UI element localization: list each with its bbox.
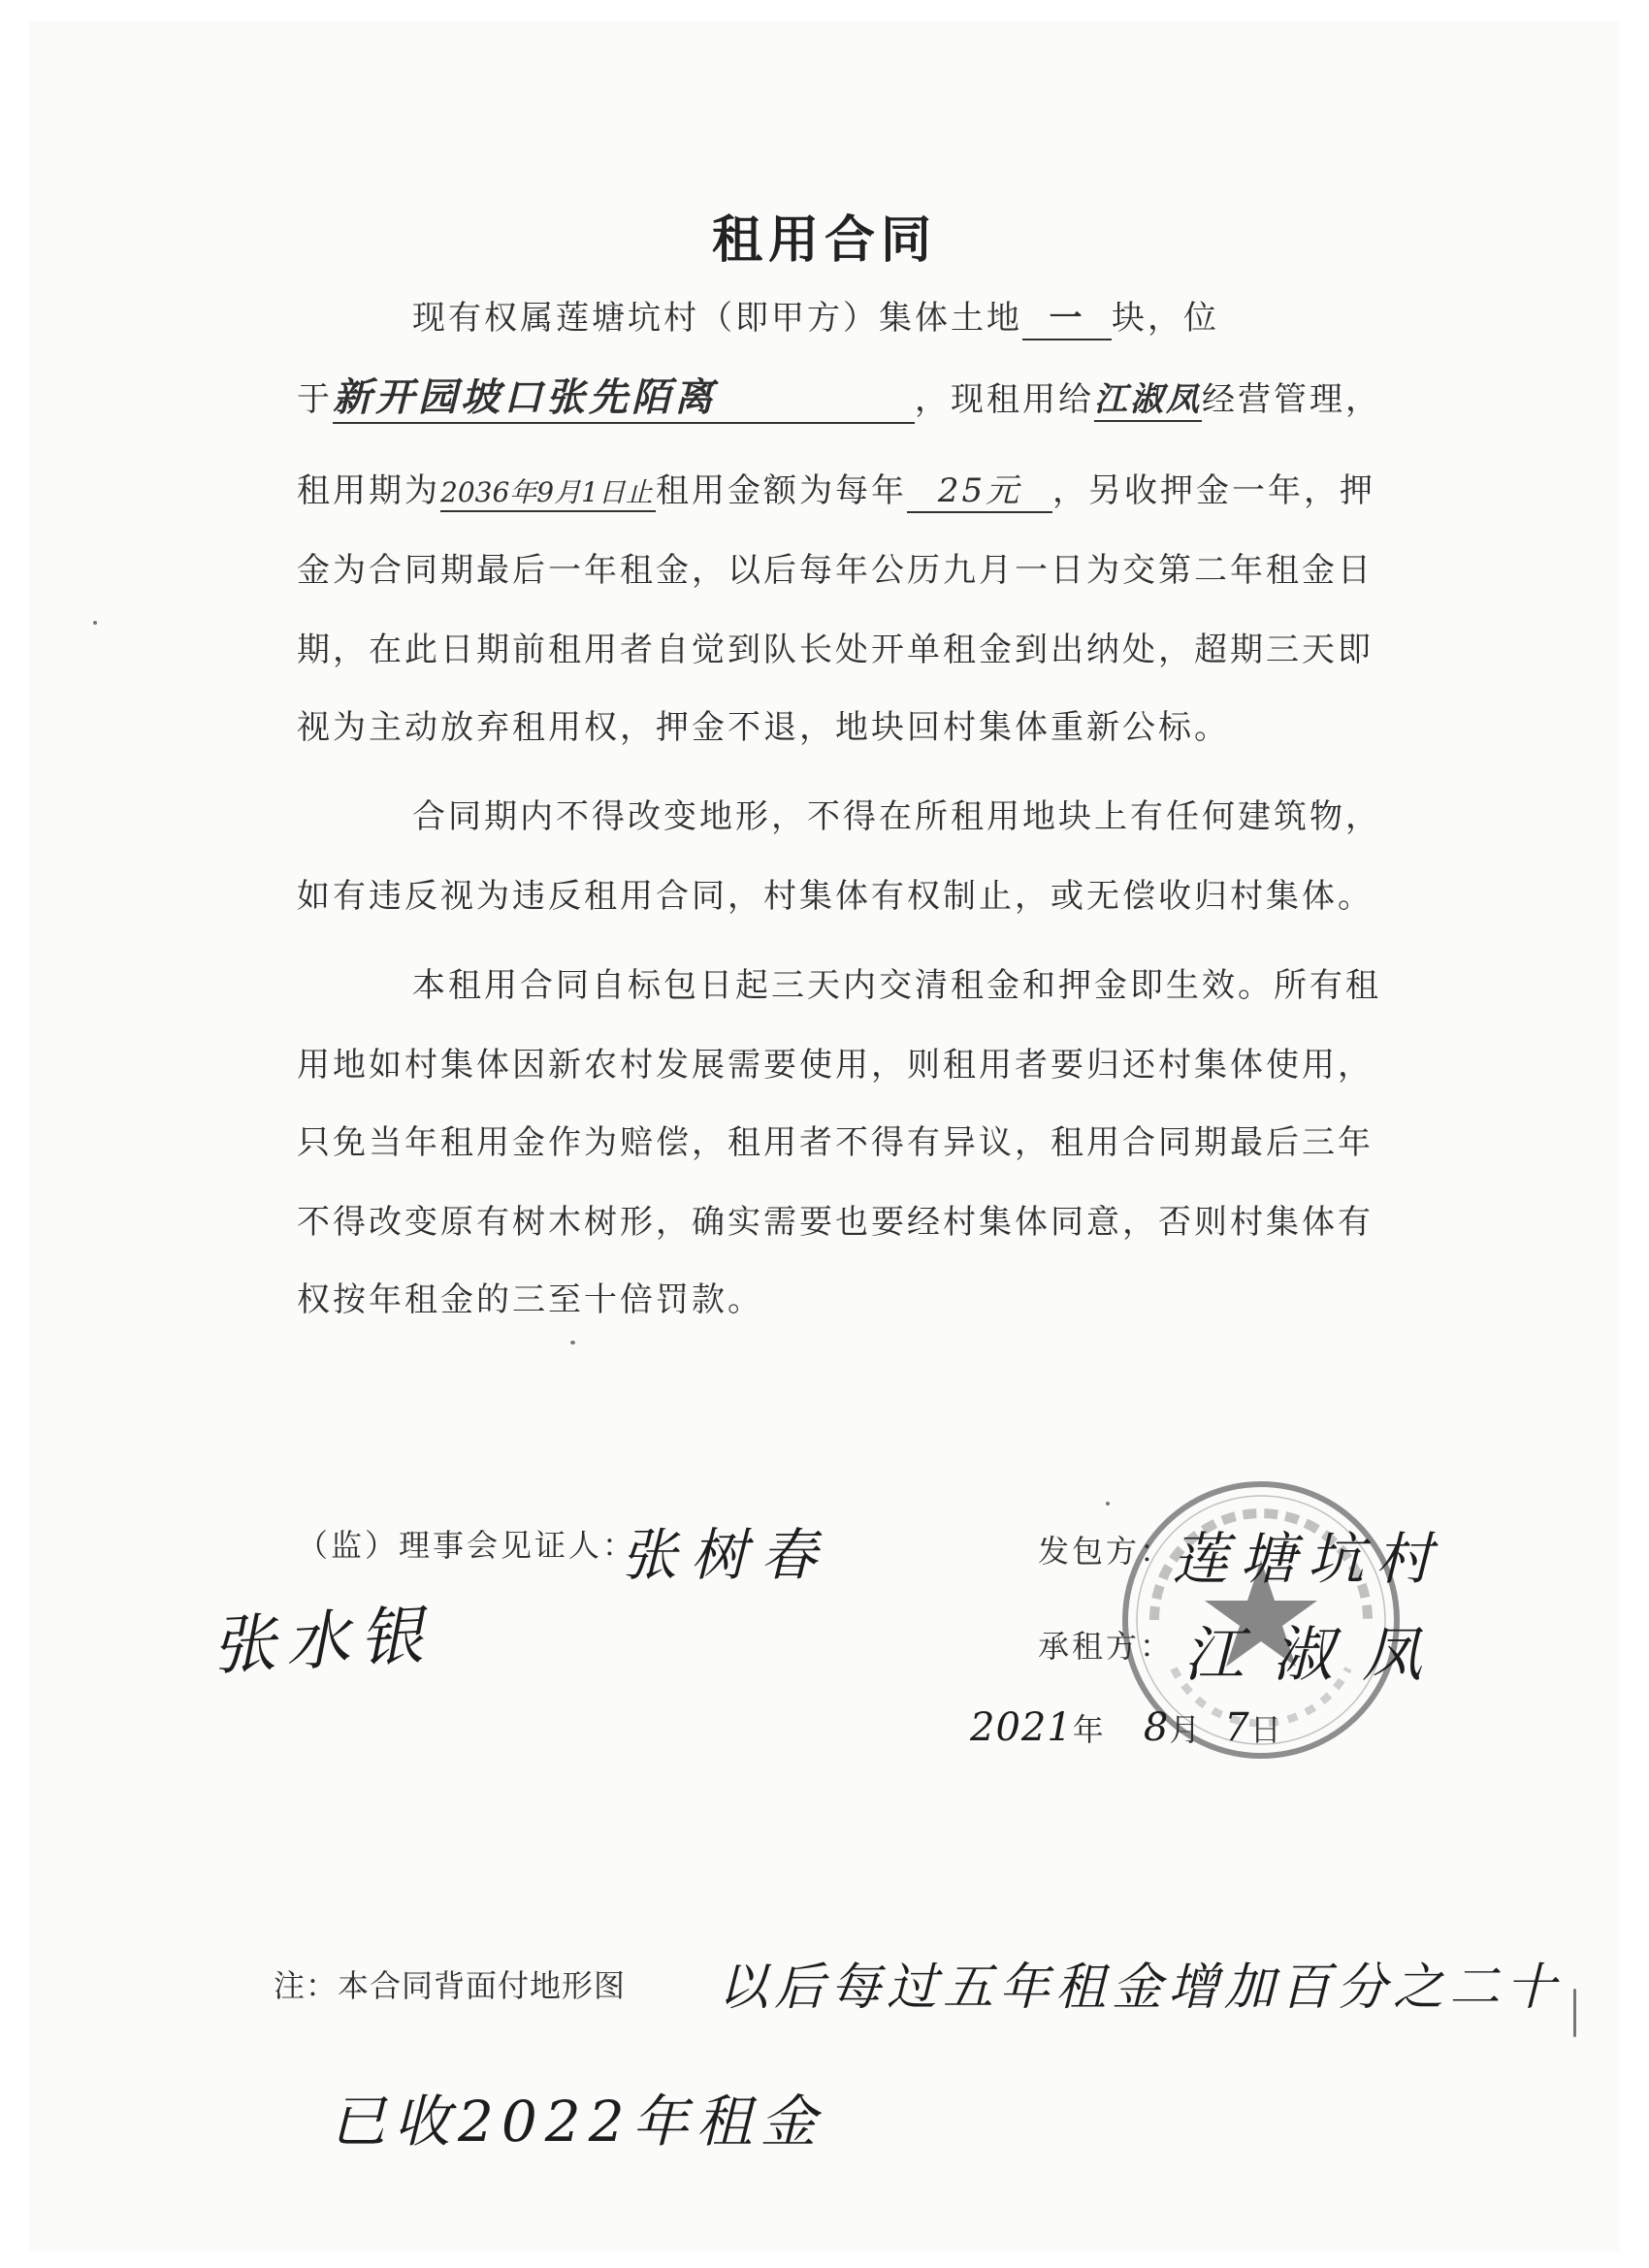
p3-line3: 只免当年租用金作为赔偿，租用者不得有异议，租用合同期最后三年	[297, 1123, 1374, 1162]
date-month: 8	[1143, 1705, 1170, 1750]
lessor-label: 发包方：	[1038, 1533, 1175, 1570]
p1-line3	[297, 464, 1375, 513]
document-title: 租用合同	[711, 211, 937, 270]
plot-count-field: 一	[1022, 291, 1112, 340]
p1-line3-post: ，另收押金一年，押	[1052, 471, 1375, 510]
p1-line2-mid: ，现租用给	[915, 380, 1094, 419]
p3-line1: 本租用合同自标包日起三天内交清租金和押金即生效。所有租	[412, 966, 1381, 1005]
p1-line2-post: 经营管理，	[1202, 380, 1381, 419]
note-printed: 注：本合同背面付地形图	[274, 1967, 627, 2004]
p3-line4: 不得改变原有树木树形，确实需要也要经村集体同意，否则村集体有	[297, 1203, 1374, 1242]
note-handwritten: 以后每过五年租金增加百分之二十	[718, 1959, 1563, 2017]
p1-line1-post: 块，位	[1112, 299, 1219, 338]
date-day: 7	[1224, 1705, 1250, 1750]
p1-line3-mid: 租用金额为每年	[656, 471, 907, 510]
annual-rent-field: 25元	[907, 464, 1052, 513]
lessor-signature: 莲塘坑村	[1172, 1526, 1444, 1592]
term-end-field: 2036年9月1日止	[440, 471, 656, 512]
lessee-label: 承租方：	[1038, 1628, 1175, 1665]
scan-speck	[93, 621, 97, 625]
p1-line3-pre: 租用期为	[297, 471, 440, 510]
witness-signature: 张树春	[621, 1522, 831, 1588]
signing-date	[970, 1705, 1282, 1750]
p1-line1	[412, 291, 1219, 340]
scan-speck	[1573, 1989, 1576, 2037]
p1-line2	[297, 367, 1381, 424]
note-handwritten-line2: 已收2022年租金	[330, 2089, 824, 2155]
p2-line2: 如有违反视为违反租用合同，村集体有权制止，或无偿收归村集体。	[297, 877, 1374, 916]
date-month-char: 月	[1169, 1711, 1202, 1748]
scan-speck	[1106, 1502, 1110, 1506]
p1-line1-pre: 现有权属莲塘坑村（即甲方）集体土地	[412, 299, 1022, 338]
date-year-char: 年	[1072, 1711, 1105, 1748]
p1-line6: 视为主动放弃租用权，押金不退，地块回村集体重新公标。	[297, 708, 1230, 747]
extra-signature: 张水银	[210, 1598, 436, 1684]
p3-line2: 用地如村集体因新农村发展需要使用，则租用者要归还村集体使用，	[297, 1046, 1374, 1085]
p1-line4: 金为合同期最后一年租金，以后每年公历九月一日为交第二年租金日	[297, 551, 1374, 590]
p2-line1: 合同期内不得改变地形，不得在所租用地块上有任何建筑物，	[412, 797, 1381, 836]
location-field: 新开园坡口张先陌离	[333, 367, 915, 424]
p1-line5: 期，在此日期前租用者自觉到队长处开单租金到出纳处，超期三天即	[297, 631, 1374, 669]
date-day-char: 日	[1249, 1711, 1282, 1748]
lessee-name-field: 江淑凤	[1094, 373, 1202, 422]
date-year: 2021	[970, 1705, 1073, 1750]
p1-line2-pre: 于	[297, 380, 333, 419]
scan-speck	[570, 1341, 575, 1345]
p3-line5: 权按年租金的三至十倍罚款。	[297, 1280, 763, 1319]
witness-label: （监）理事会见证人：	[297, 1527, 637, 1564]
lessee-signature: 江淑凤	[1183, 1619, 1452, 1690]
